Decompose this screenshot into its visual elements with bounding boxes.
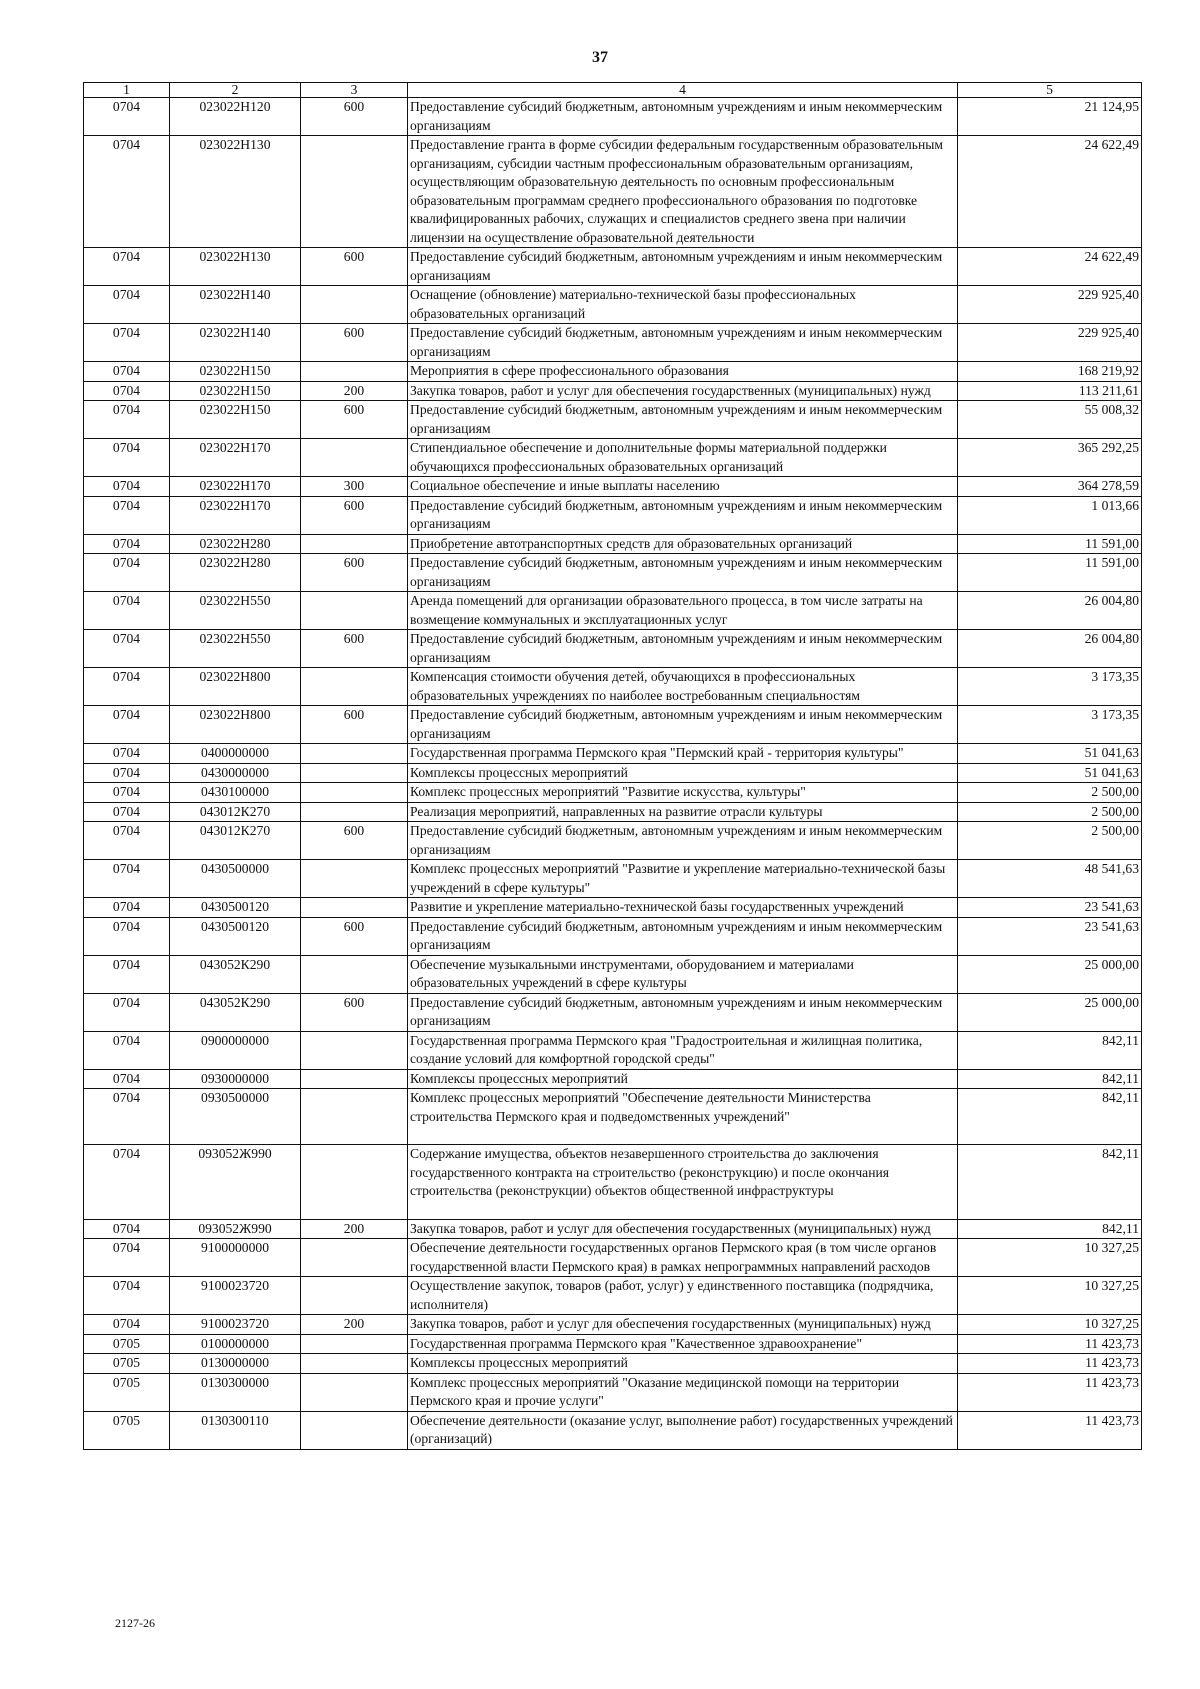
expense-type-code-cell: 200 <box>301 1315 408 1335</box>
amount-cell: 10 327,25 <box>958 1277 1142 1315</box>
table-row <box>84 248 1142 286</box>
amount-cell: 24 622,49 <box>958 248 1142 286</box>
expense-type-code-cell: 600 <box>301 554 408 592</box>
table-row <box>84 1315 1142 1335</box>
target-article-code-cell: 0430500120 <box>170 917 301 955</box>
section-code-cell: 0704 <box>84 955 170 993</box>
section-code-cell: 0704 <box>84 496 170 534</box>
header-col-4: 4 <box>408 83 958 98</box>
expense-name-cell: Мероприятия в сфере профессионального образования <box>408 362 958 382</box>
budget-table <box>83 82 1142 1450</box>
target-article-code-cell: 023022Н130 <box>170 248 301 286</box>
amount-cell: 842,11 <box>958 1069 1142 1089</box>
header-col-5: 5 <box>958 83 1142 98</box>
expense-type-code-cell <box>301 1089 408 1145</box>
expense-name-cell: Предоставление субсидий бюджетным, автономным учреждениям и иным некоммерческим организациям <box>408 917 958 955</box>
target-article-code-cell: 023022Н150 <box>170 401 301 439</box>
table-row <box>84 286 1142 324</box>
table-row <box>84 706 1142 744</box>
section-code-cell: 0704 <box>84 136 170 248</box>
target-article-code-cell: 0430100000 <box>170 783 301 803</box>
expense-type-code-cell: 600 <box>301 324 408 362</box>
expense-name-cell: Предоставление субсидий бюджетным, автономным учреждениям и иным некоммерческим организациям <box>408 993 958 1031</box>
section-code-cell: 0704 <box>84 381 170 401</box>
table-row <box>84 1373 1142 1411</box>
amount-cell: 23 541,63 <box>958 917 1142 955</box>
target-article-code-cell: 023022Н120 <box>170 98 301 136</box>
table-row <box>84 1411 1142 1449</box>
section-code-cell: 0704 <box>84 1277 170 1315</box>
target-article-code-cell: 023022Н170 <box>170 477 301 497</box>
section-code-cell: 0704 <box>84 1069 170 1089</box>
section-code-cell: 0704 <box>84 362 170 382</box>
table-row <box>84 362 1142 382</box>
expense-name-cell: Закупка товаров, работ и услуг для обеспечения государственных (муниципальных) нужд <box>408 1315 958 1335</box>
expense-type-code-cell <box>301 1354 408 1374</box>
table-row <box>84 324 1142 362</box>
target-article-code-cell: 023022Н550 <box>170 592 301 630</box>
expense-name-cell: Комплексы процессных мероприятий <box>408 763 958 783</box>
header-col-3: 3 <box>301 83 408 98</box>
amount-cell: 10 327,25 <box>958 1315 1142 1335</box>
table-row <box>84 860 1142 898</box>
expense-type-code-cell: 600 <box>301 98 408 136</box>
expense-type-code-cell: 200 <box>301 381 408 401</box>
expense-type-code-cell: 600 <box>301 993 408 1031</box>
table-row <box>84 917 1142 955</box>
expense-name-cell: Оснащение (обновление) материально-технической базы профессиональных образовательных организаций <box>408 286 958 324</box>
section-code-cell: 0704 <box>84 783 170 803</box>
expense-name-cell: Предоставление субсидий бюджетным, автономным учреждениям и иным некоммерческим организациям <box>408 401 958 439</box>
target-article-code-cell: 043052К290 <box>170 955 301 993</box>
table-row <box>84 592 1142 630</box>
expense-type-code-cell <box>301 286 408 324</box>
amount-cell: 11 591,00 <box>958 534 1142 554</box>
expense-name-cell: Предоставление субсидий бюджетным, автономным учреждениям и иным некоммерческим организациям <box>408 554 958 592</box>
amount-cell: 26 004,80 <box>958 592 1142 630</box>
table-row <box>84 1089 1142 1145</box>
amount-cell: 1 013,66 <box>958 496 1142 534</box>
table-row <box>84 783 1142 803</box>
section-code-cell: 0704 <box>84 630 170 668</box>
section-code-cell: 0704 <box>84 763 170 783</box>
header-col-1: 1 <box>84 83 170 98</box>
header-col-2: 2 <box>170 83 301 98</box>
expense-type-code-cell <box>301 592 408 630</box>
target-article-code-cell: 093052Ж990 <box>170 1219 301 1239</box>
section-code-cell: 0704 <box>84 1031 170 1069</box>
expense-name-cell: Стипендиальное обеспечение и дополнительные формы материальной поддержки обучающихся профессиональных образовательных организаций <box>408 439 958 477</box>
target-article-code-cell: 0430500000 <box>170 860 301 898</box>
expense-type-code-cell: 300 <box>301 477 408 497</box>
expense-type-code-cell <box>301 1239 408 1277</box>
expense-name-cell: Предоставление субсидий бюджетным, автономным учреждениям и иным некоммерческим организациям <box>408 496 958 534</box>
expense-name-cell: Приобретение автотранспортных средств для образовательных организаций <box>408 534 958 554</box>
section-code-cell: 0704 <box>84 822 170 860</box>
expense-name-cell: Предоставление гранта в форме субсидии федеральным государственным образовательным организациям, субсидии частным профессиональным образовательным организациям, осуществляющим образовательную деятельность по основным профессиональным образовательным программам среднего профессионального образования по подготовке квалифицированных рабочих, служащих и специалистов среднего звена при наличии лицензии на осуществление образовательной деятельности <box>408 136 958 248</box>
target-article-code-cell: 023022Н800 <box>170 706 301 744</box>
table-row <box>84 439 1142 477</box>
expense-name-cell: Комплексы процессных мероприятий <box>408 1354 958 1374</box>
table-row <box>84 1277 1142 1315</box>
expense-type-code-cell: 200 <box>301 1219 408 1239</box>
expense-name-cell: Комплекс процессных мероприятий "Оказание медицинской помощи на территории Пермского края и прочие услуги" <box>408 1373 958 1411</box>
amount-cell: 51 041,63 <box>958 763 1142 783</box>
section-code-cell: 0704 <box>84 706 170 744</box>
target-article-code-cell: 023022Н150 <box>170 381 301 401</box>
section-code-cell: 0704 <box>84 1315 170 1335</box>
target-article-code-cell: 0130300000 <box>170 1373 301 1411</box>
amount-cell: 3 173,35 <box>958 706 1142 744</box>
table-row <box>84 554 1142 592</box>
expense-type-code-cell <box>301 763 408 783</box>
section-code-cell: 0705 <box>84 1354 170 1374</box>
expense-type-code-cell <box>301 136 408 248</box>
amount-cell: 168 219,92 <box>958 362 1142 382</box>
section-code-cell: 0705 <box>84 1411 170 1449</box>
target-article-code-cell: 023022Н170 <box>170 496 301 534</box>
section-code-cell: 0704 <box>84 917 170 955</box>
expense-type-code-cell <box>301 668 408 706</box>
amount-cell: 229 925,40 <box>958 324 1142 362</box>
table-body <box>84 98 1142 1450</box>
target-article-code-cell: 043052К290 <box>170 993 301 1031</box>
expense-name-cell: Предоставление субсидий бюджетным, автономным учреждениям и иным некоммерческим организациям <box>408 324 958 362</box>
target-article-code-cell: 0130300110 <box>170 1411 301 1449</box>
section-code-cell: 0704 <box>84 401 170 439</box>
amount-cell: 25 000,00 <box>958 993 1142 1031</box>
table-row <box>84 136 1142 248</box>
document-code: 2127-26 <box>115 1616 155 1630</box>
target-article-code-cell: 023022Н280 <box>170 554 301 592</box>
table-row <box>84 381 1142 401</box>
amount-cell: 364 278,59 <box>958 477 1142 497</box>
target-article-code-cell: 0130000000 <box>170 1354 301 1374</box>
table-row <box>84 763 1142 783</box>
amount-cell: 51 041,63 <box>958 744 1142 764</box>
expense-name-cell: Государственная программа Пермского края "Пермский край - территория культуры" <box>408 744 958 764</box>
expense-type-code-cell <box>301 955 408 993</box>
amount-cell: 10 327,25 <box>958 1239 1142 1277</box>
table-header <box>84 83 1142 98</box>
expense-name-cell: Предоставление субсидий бюджетным, автономным учреждениям и иным некоммерческим организациям <box>408 248 958 286</box>
section-code-cell: 0704 <box>84 98 170 136</box>
amount-cell: 365 292,25 <box>958 439 1142 477</box>
expense-type-code-cell: 600 <box>301 822 408 860</box>
table-row <box>84 668 1142 706</box>
amount-cell: 23 541,63 <box>958 898 1142 918</box>
expense-name-cell: Реализация мероприятий, направленных на развитие отрасли культуры <box>408 802 958 822</box>
expense-type-code-cell <box>301 860 408 898</box>
expense-name-cell: Осуществление закупок, товаров (работ, услуг) у единственного поставщика (подрядчика, исполнителя) <box>408 1277 958 1315</box>
expense-name-cell: Обеспечение деятельности государственных органов Пермского края (в том числе органов государственной власти Пермского края) в рамках непрограммных направлений расходов <box>408 1239 958 1277</box>
table-row <box>84 98 1142 136</box>
target-article-code-cell: 023022Н170 <box>170 439 301 477</box>
expense-type-code-cell: 600 <box>301 706 408 744</box>
section-code-cell: 0704 <box>84 592 170 630</box>
section-code-cell: 0704 <box>84 554 170 592</box>
target-article-code-cell: 093052Ж990 <box>170 1145 301 1220</box>
target-article-code-cell: 023022Н800 <box>170 668 301 706</box>
expense-type-code-cell: 600 <box>301 401 408 439</box>
amount-cell: 11 423,73 <box>958 1411 1142 1449</box>
table-row <box>84 477 1142 497</box>
amount-cell: 842,11 <box>958 1031 1142 1069</box>
amount-cell: 842,11 <box>958 1089 1142 1145</box>
section-code-cell: 0704 <box>84 1089 170 1145</box>
table-row <box>84 534 1142 554</box>
expense-name-cell: Комплекс процессных мероприятий "Развитие искусства, культуры" <box>408 783 958 803</box>
expense-type-code-cell <box>301 1373 408 1411</box>
target-article-code-cell: 023022Н150 <box>170 362 301 382</box>
section-code-cell: 0704 <box>84 1239 170 1277</box>
target-article-code-cell: 0430500120 <box>170 898 301 918</box>
expense-type-code-cell: 600 <box>301 248 408 286</box>
expense-name-cell: Содержание имущества, объектов незавершенного строительства до заключения государственного контракта на строительство (реконструкцию) и после окончания строительства (реконструкции) объектов общественной инфраструктуры <box>408 1145 958 1220</box>
header-row <box>84 83 1142 98</box>
expense-type-code-cell <box>301 1334 408 1354</box>
expense-name-cell: Предоставление субсидий бюджетным, автономным учреждениям и иным некоммерческим организациям <box>408 630 958 668</box>
expense-type-code-cell <box>301 1069 408 1089</box>
expense-name-cell: Комплекс процессных мероприятий "Обеспечение деятельности Министерства строительства Пермского края и подведомственных учреждений" <box>408 1089 958 1145</box>
target-article-code-cell: 9100000000 <box>170 1239 301 1277</box>
table-row <box>84 1334 1142 1354</box>
amount-cell: 21 124,95 <box>958 98 1142 136</box>
table-row <box>84 1069 1142 1089</box>
table-row <box>84 1031 1142 1069</box>
table-row <box>84 496 1142 534</box>
expense-name-cell: Компенсация стоимости обучения детей, обучающихся в профессиональных образовательных учреждениях по наиболее востребованным специальностям <box>408 668 958 706</box>
section-code-cell: 0704 <box>84 802 170 822</box>
expense-name-cell: Развитие и укрепление материально-технической базы государственных учреждений <box>408 898 958 918</box>
amount-cell: 11 423,73 <box>958 1334 1142 1354</box>
expense-type-code-cell <box>301 1277 408 1315</box>
section-code-cell: 0704 <box>84 1145 170 1220</box>
target-article-code-cell: 0930500000 <box>170 1089 301 1145</box>
amount-cell: 113 211,61 <box>958 381 1142 401</box>
target-article-code-cell: 0400000000 <box>170 744 301 764</box>
table-row <box>84 802 1142 822</box>
target-article-code-cell: 0430000000 <box>170 763 301 783</box>
target-article-code-cell: 023022Н550 <box>170 630 301 668</box>
expense-type-code-cell <box>301 1031 408 1069</box>
amount-cell: 11 423,73 <box>958 1373 1142 1411</box>
target-article-code-cell: 023022Н130 <box>170 136 301 248</box>
section-code-cell: 0704 <box>84 898 170 918</box>
section-code-cell: 0704 <box>84 668 170 706</box>
amount-cell: 11 423,73 <box>958 1354 1142 1374</box>
target-article-code-cell: 023022Н140 <box>170 324 301 362</box>
amount-cell: 842,11 <box>958 1145 1142 1220</box>
section-code-cell: 0704 <box>84 860 170 898</box>
amount-cell: 229 925,40 <box>958 286 1142 324</box>
table-row <box>84 1354 1142 1374</box>
section-code-cell: 0704 <box>84 477 170 497</box>
table-row <box>84 630 1142 668</box>
amount-cell: 26 004,80 <box>958 630 1142 668</box>
target-article-code-cell: 0900000000 <box>170 1031 301 1069</box>
target-article-code-cell: 9100023720 <box>170 1277 301 1315</box>
table-row <box>84 1219 1142 1239</box>
expense-name-cell: Государственная программа Пермского края "Качественное здравоохранение" <box>408 1334 958 1354</box>
section-code-cell: 0705 <box>84 1334 170 1354</box>
page-number: 37 <box>592 49 608 66</box>
table-row <box>84 822 1142 860</box>
amount-cell: 11 591,00 <box>958 554 1142 592</box>
expense-type-code-cell <box>301 1145 408 1220</box>
target-article-code-cell: 043012К270 <box>170 822 301 860</box>
expense-name-cell: Социальное обеспечение и иные выплаты населению <box>408 477 958 497</box>
expense-type-code-cell <box>301 534 408 554</box>
expense-type-code-cell <box>301 439 408 477</box>
amount-cell: 25 000,00 <box>958 955 1142 993</box>
target-article-code-cell: 9100023720 <box>170 1315 301 1335</box>
table-row <box>84 993 1142 1031</box>
table-row <box>84 898 1142 918</box>
amount-cell: 2 500,00 <box>958 783 1142 803</box>
expense-type-code-cell <box>301 744 408 764</box>
target-article-code-cell: 0930000000 <box>170 1069 301 1089</box>
expense-name-cell: Закупка товаров, работ и услуг для обеспечения государственных (муниципальных) нужд <box>408 381 958 401</box>
target-article-code-cell: 023022Н140 <box>170 286 301 324</box>
amount-cell: 55 008,32 <box>958 401 1142 439</box>
target-article-code-cell: 0100000000 <box>170 1334 301 1354</box>
amount-cell: 2 500,00 <box>958 802 1142 822</box>
expense-name-cell: Предоставление субсидий бюджетным, автономным учреждениям и иным некоммерческим организациям <box>408 822 958 860</box>
expense-type-code-cell <box>301 1411 408 1449</box>
section-code-cell: 0704 <box>84 439 170 477</box>
section-code-cell: 0704 <box>84 1219 170 1239</box>
section-code-cell: 0704 <box>84 248 170 286</box>
table-row <box>84 1239 1142 1277</box>
amount-cell: 3 173,35 <box>958 668 1142 706</box>
expense-type-code-cell <box>301 898 408 918</box>
table-row <box>84 401 1142 439</box>
expense-type-code-cell: 600 <box>301 630 408 668</box>
expense-type-code-cell: 600 <box>301 917 408 955</box>
target-article-code-cell: 043012К270 <box>170 802 301 822</box>
section-code-cell: 0704 <box>84 744 170 764</box>
section-code-cell: 0704 <box>84 534 170 554</box>
expense-type-code-cell <box>301 783 408 803</box>
table-row <box>84 744 1142 764</box>
expense-type-code-cell <box>301 802 408 822</box>
expense-name-cell: Государственная программа Пермского края "Градостроительная и жилищная политика, создание условий для комфортной городской среды" <box>408 1031 958 1069</box>
table-row <box>84 1145 1142 1220</box>
amount-cell: 48 541,63 <box>958 860 1142 898</box>
expense-name-cell: Комплексы процессных мероприятий <box>408 1069 958 1089</box>
section-code-cell: 0705 <box>84 1373 170 1411</box>
expense-name-cell: Предоставление субсидий бюджетным, автономным учреждениям и иным некоммерческим организациям <box>408 706 958 744</box>
expense-name-cell: Аренда помещений для организации образовательного процесса, в том числе затраты на возмещение коммунальных и эксплуатационных услуг <box>408 592 958 630</box>
expense-type-code-cell <box>301 362 408 382</box>
expense-name-cell: Обеспечение музыкальными инструментами, оборудованием и материалами образовательных учреждений в сфере культуры <box>408 955 958 993</box>
amount-cell: 842,11 <box>958 1219 1142 1239</box>
amount-cell: 2 500,00 <box>958 822 1142 860</box>
expense-name-cell: Закупка товаров, работ и услуг для обеспечения государственных (муниципальных) нужд <box>408 1219 958 1239</box>
amount-cell: 24 622,49 <box>958 136 1142 248</box>
table-row <box>84 955 1142 993</box>
section-code-cell: 0704 <box>84 324 170 362</box>
expense-name-cell: Обеспечение деятельности (оказание услуг, выполнение работ) государственных учреждений (организаций) <box>408 1411 958 1449</box>
target-article-code-cell: 023022Н280 <box>170 534 301 554</box>
expense-name-cell: Предоставление субсидий бюджетным, автономным учреждениям и иным некоммерческим организациям <box>408 98 958 136</box>
expense-name-cell: Комплекс процессных мероприятий "Развитие и укрепление материально-технической базы учреждений в сфере культуры" <box>408 860 958 898</box>
section-code-cell: 0704 <box>84 993 170 1031</box>
expense-type-code-cell: 600 <box>301 496 408 534</box>
section-code-cell: 0704 <box>84 286 170 324</box>
